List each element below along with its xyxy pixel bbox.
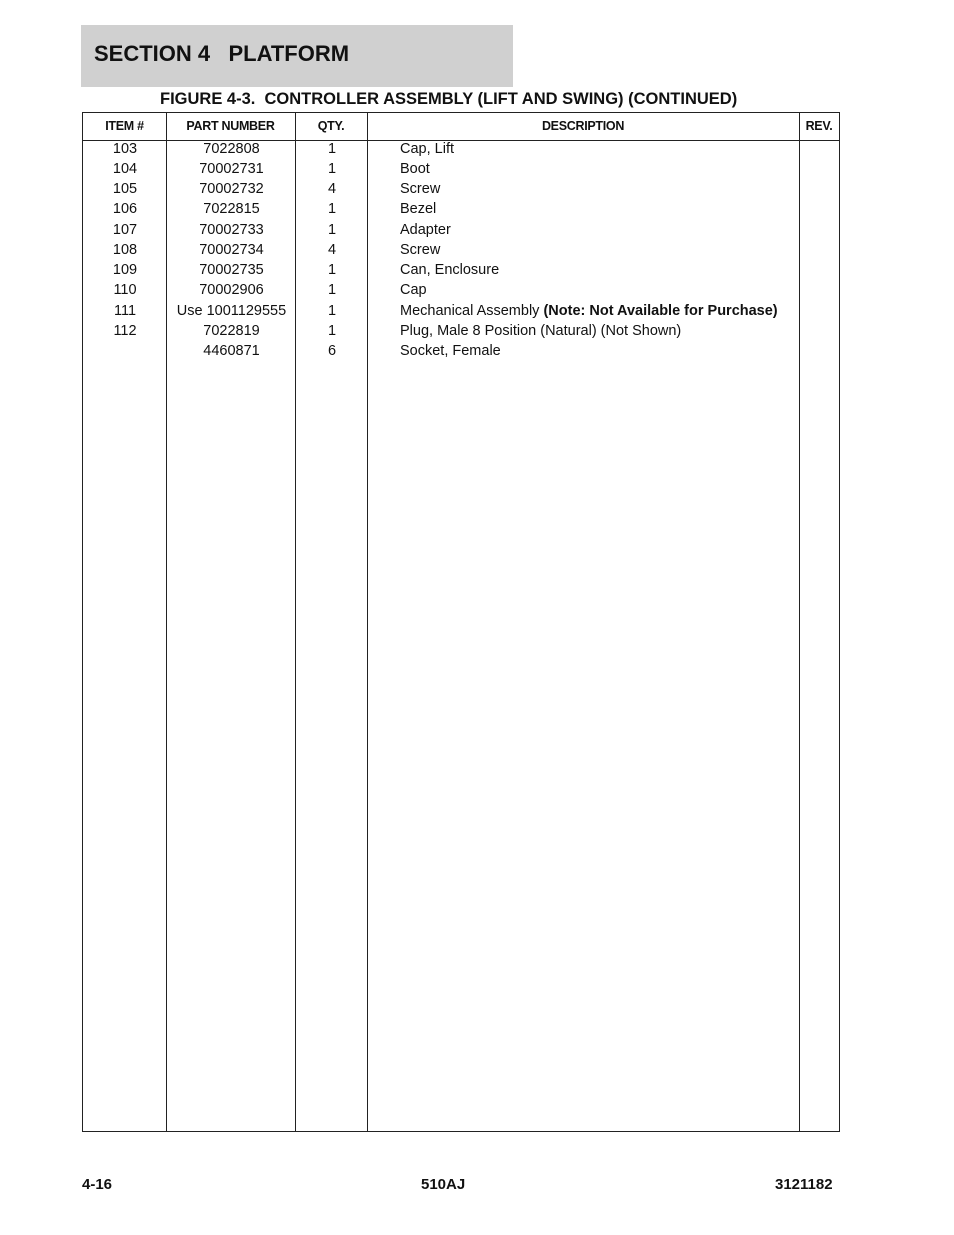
item-number: 105 [112,181,138,197]
table-row [83,220,839,240]
table-row [83,301,839,321]
item-number: 103 [112,141,138,157]
part-number: 4460871 [203,343,260,359]
quantity: 4 [327,242,337,258]
table-row [83,159,839,179]
item-number: 112 [113,323,137,339]
description: Cap, Lift [400,141,454,157]
quantity: 1 [327,161,337,177]
table-row [83,179,839,199]
description: Bezel [400,201,437,217]
description: Screw [400,242,441,258]
quantity: 1 [327,262,337,278]
column-header-description: DESCRIPTION [541,119,625,133]
part-number: 7022808 [203,141,260,157]
part-number: 70002733 [199,222,264,238]
item-number: 108 [112,242,138,258]
description: Boot [400,161,430,177]
table-row [83,139,839,159]
figure-title: FIGURE 4-3. CONTROLLER ASSEMBLY (LIFT AND SWING) (CONTINUED) [160,90,738,108]
quantity: 1 [327,222,337,238]
section-title: SECTION 4 PLATFORM [94,41,350,66]
quantity: 1 [327,141,337,157]
item-number: 107 [112,222,138,238]
section-header-band [81,25,513,87]
item-number: 111 [113,303,137,319]
part-number: 70002734 [199,242,264,258]
purchase-note: (Note: Not Available for Purchase) [543,303,778,319]
table-row [83,260,839,280]
part-number: 70002732 [199,181,264,197]
column-header-qty: QTY. [317,119,345,133]
table-row [83,341,839,361]
document-number: 3121182 [775,1176,833,1193]
item-number: 110 [113,282,137,298]
table-row [83,321,839,341]
description: Plug, Male 8 Position (Natural) (Not Shown) [400,323,682,339]
description: Adapter [400,222,451,238]
model-label: 510AJ [421,1176,466,1193]
quantity: 4 [327,181,337,197]
column-header-part-number: PART NUMBER [186,119,275,133]
quantity: 1 [327,323,337,339]
item-number: 106 [112,201,138,217]
column-header-item: ITEM # [105,119,144,133]
table-row [83,280,839,300]
quantity: 6 [327,343,337,359]
quantity: 1 [327,282,337,298]
part-number: 70002731 [199,161,264,177]
description: Socket, Female [400,343,501,359]
description: Cap [400,282,427,298]
parts-table [82,112,840,1132]
part-number: 70002735 [199,262,264,278]
column-header-rev: REV. [805,119,833,133]
part-number: 7022815 [203,201,260,217]
description: Can, Enclosure [400,262,500,278]
part-number: Use 1001129555 [176,303,287,319]
table-row [83,240,839,260]
quantity: 1 [327,303,337,319]
description: Mechanical Assembly (Note: Not Available for Purchase) [400,303,778,319]
quantity: 1 [327,201,337,217]
item-number: 109 [112,262,138,278]
part-number: 7022819 [203,323,260,339]
item-number: 104 [112,161,138,177]
part-number: 70002906 [199,282,264,298]
description: Screw [400,181,441,197]
table-row [83,199,839,219]
page-number: 4-16 [82,1176,113,1193]
